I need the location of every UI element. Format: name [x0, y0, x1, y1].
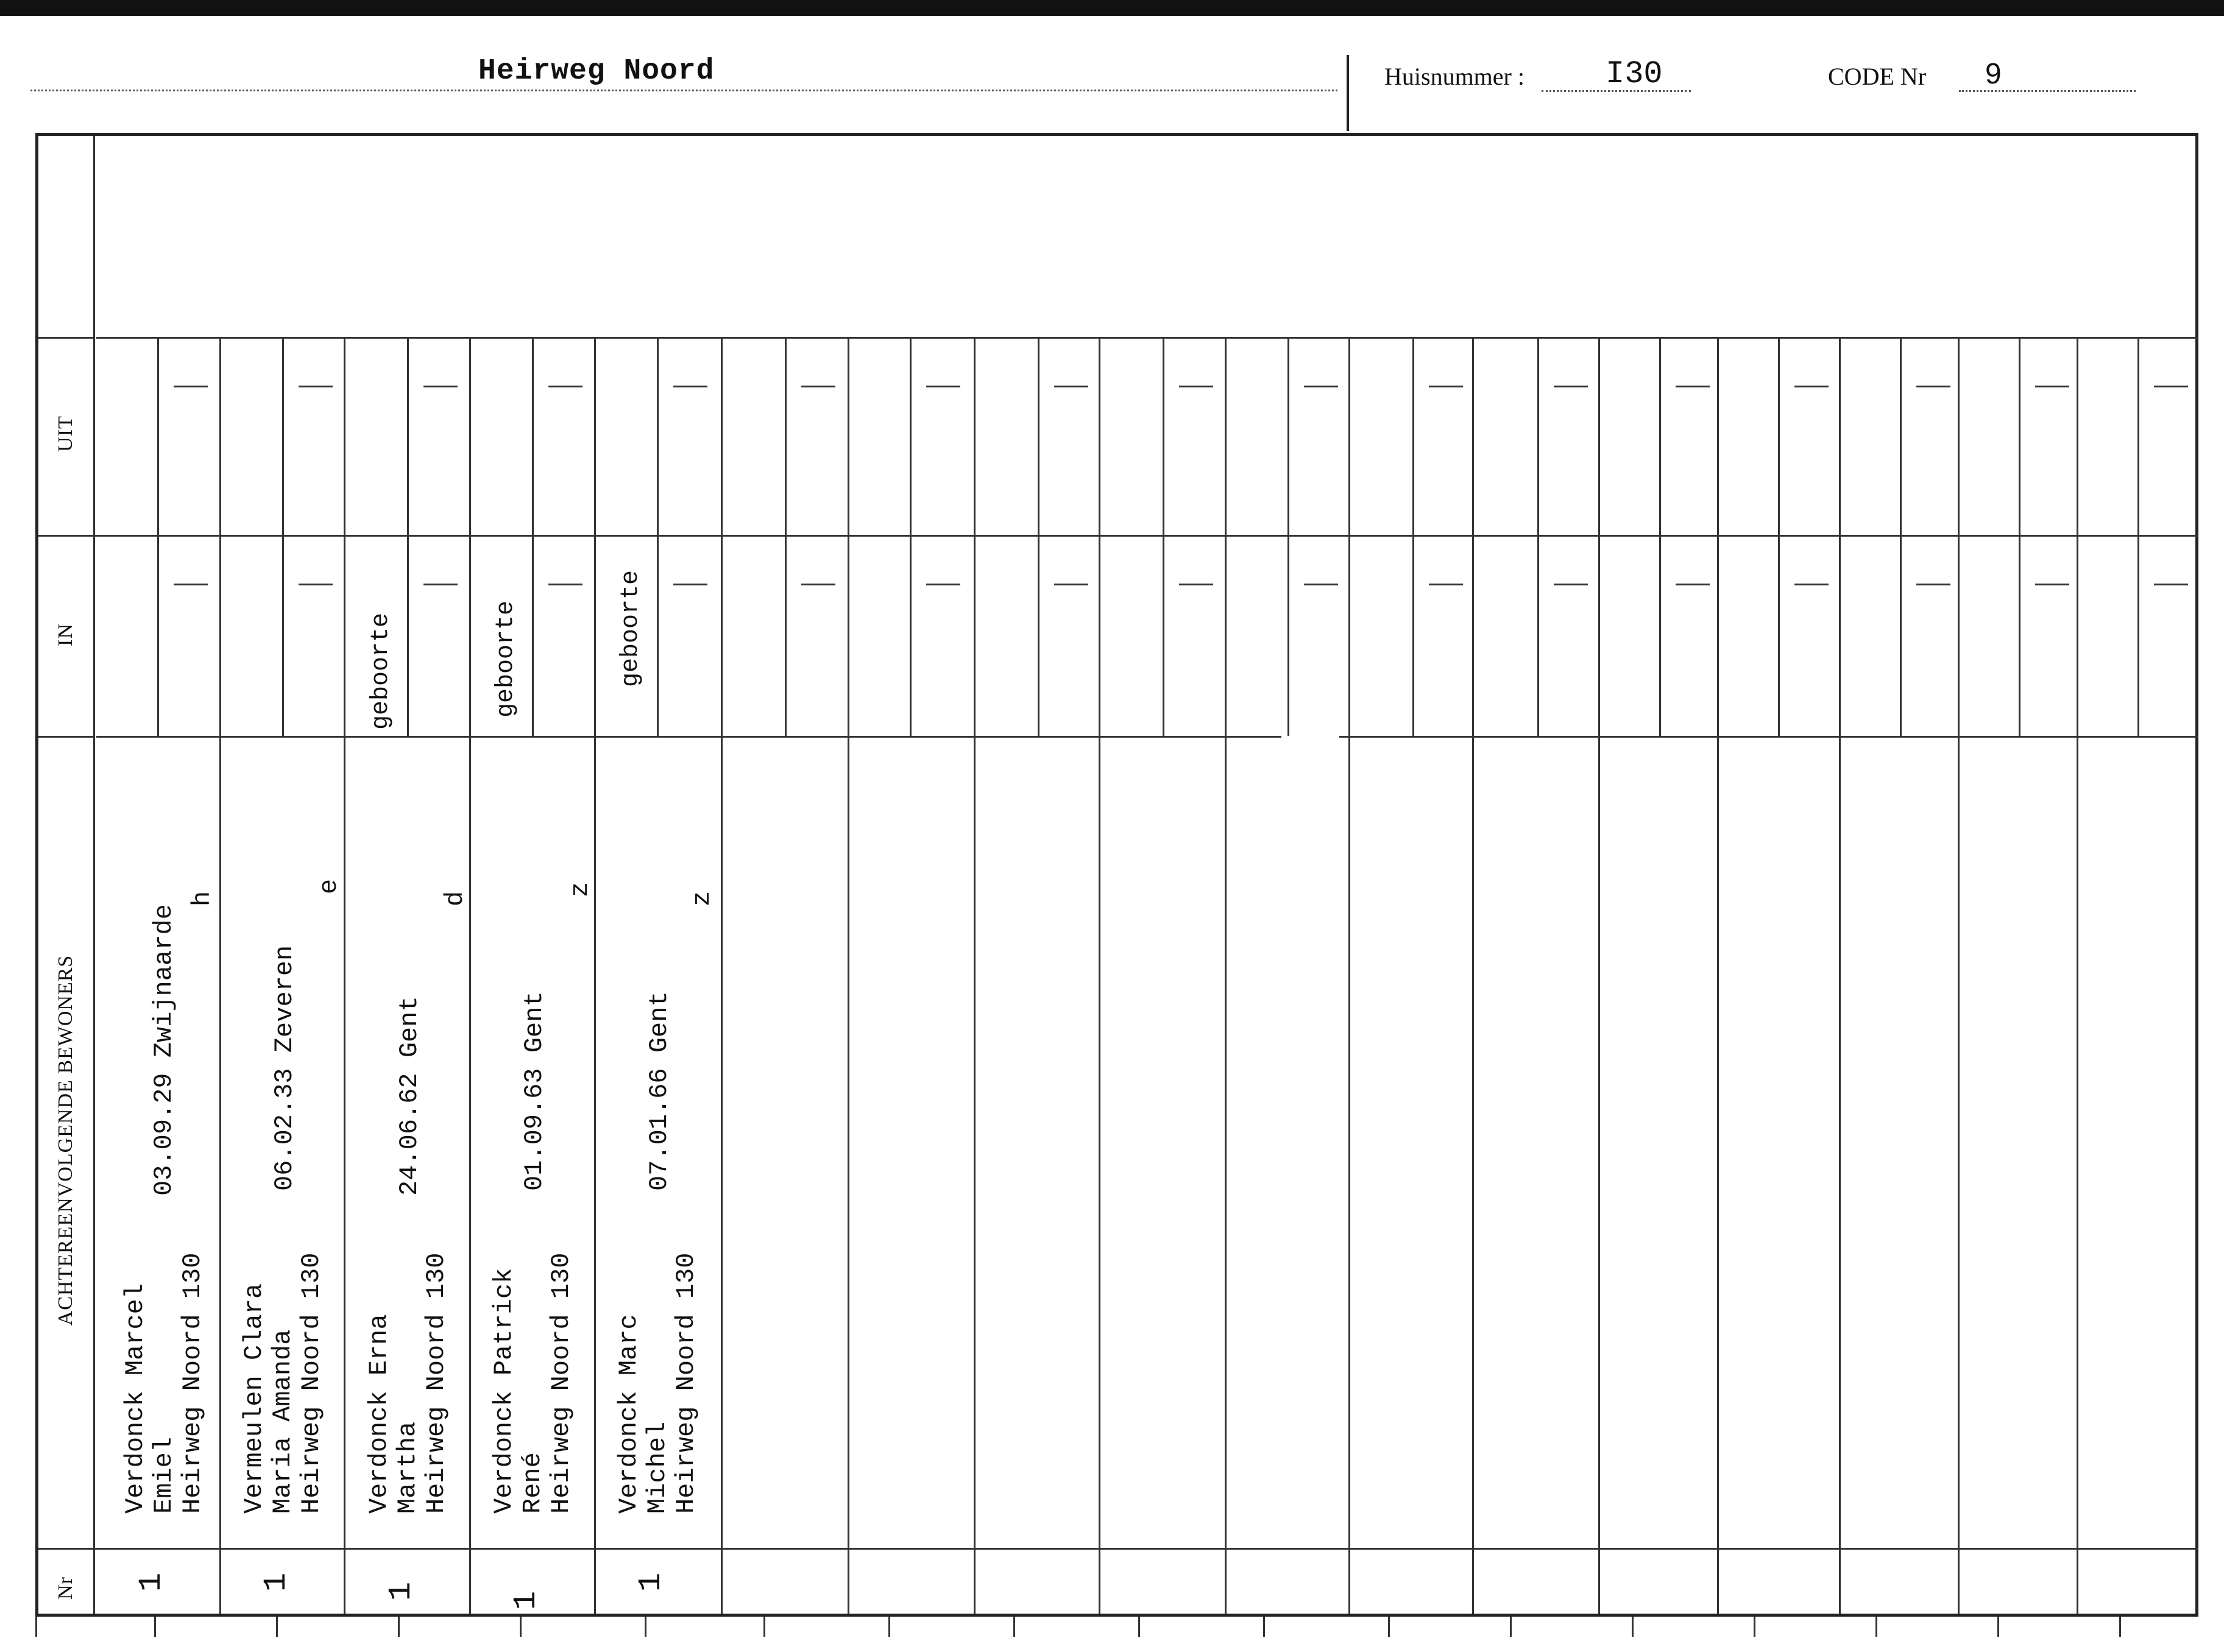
street-dotted-line	[30, 90, 1337, 91]
sub-col-line	[2019, 337, 2020, 736]
resident-5-nr: 1	[633, 1572, 670, 1592]
resident-2-surname: Vermeulen Clara	[239, 1283, 269, 1514]
in-dash	[926, 584, 960, 585]
resident-5-surname: Verdonck Marc	[614, 1314, 643, 1514]
resident-1-surname: Verdonck Marcel	[121, 1283, 150, 1514]
uit-dash	[299, 386, 333, 387]
in-dash	[1676, 584, 1710, 585]
in-dash	[299, 584, 333, 585]
street-name: Heirweg Noord	[478, 55, 715, 88]
in-entry-4: geboorte	[492, 600, 520, 718]
uit-dash	[423, 386, 458, 387]
in-dash	[1554, 584, 1588, 585]
resident-3-code: d	[441, 891, 470, 906]
col-line-5	[721, 337, 723, 1614]
label-uit-top	[38, 337, 93, 339]
row-line-uit-top	[96, 337, 2198, 339]
col-line-2	[344, 337, 345, 1614]
in-dash	[2035, 584, 2069, 585]
uit-label: UIT	[54, 415, 77, 452]
label-column-divider	[93, 136, 95, 1614]
col-line-4	[594, 337, 596, 1614]
code-label: CODE Nr	[1828, 63, 1927, 90]
resident-2-given: Maria Amanda	[268, 1329, 297, 1514]
tick	[2119, 1617, 2121, 1637]
sub-col-line	[1537, 337, 1539, 736]
sub-col-line	[2137, 337, 2139, 736]
sub-col-line	[1163, 337, 1164, 736]
resident-2-birth: 06.02.33 Zeveren	[270, 945, 299, 1191]
uit-dash	[1916, 386, 1950, 387]
col-line-7	[974, 337, 976, 1614]
in-dash	[673, 584, 707, 585]
code-value: 9	[1985, 58, 2002, 90]
resident-5-code: z	[687, 891, 717, 906]
scan-top-edge	[0, 0, 2224, 16]
uit-dash	[1054, 386, 1088, 387]
in-dash	[2154, 584, 2188, 585]
resident-3-birth: 24.06.62 Gent	[395, 996, 424, 1196]
row-line-residents-top-b	[1339, 736, 2198, 738]
resident-4-code: z	[565, 881, 595, 897]
resident-5-address: Heirweg Noord 130	[671, 1252, 701, 1514]
resident-3-nr: 1	[383, 1581, 420, 1601]
tick	[520, 1617, 522, 1637]
in-dash	[801, 584, 835, 585]
tick	[1138, 1617, 1140, 1637]
col-line-14	[1839, 337, 1841, 1614]
uit-dash	[1304, 386, 1338, 387]
bottom-tick-row	[35, 1617, 2198, 1637]
resident-4-address: Heirweg Noord 130	[547, 1252, 576, 1514]
resident-3-given: Martha	[393, 1421, 422, 1514]
sub-col-line	[1287, 337, 1289, 736]
in-entry-3: geboorte	[367, 612, 395, 730]
row-line-in-top	[38, 535, 2198, 537]
col-line-12	[1598, 337, 1600, 1614]
uit-dash	[926, 386, 960, 387]
street-field	[30, 49, 1337, 91]
tick	[276, 1617, 278, 1637]
col-line-13	[1717, 337, 1719, 1614]
tick	[1263, 1617, 1265, 1637]
resident-4-birth: 01.09.63 Gent	[520, 991, 549, 1191]
sub-col-line	[282, 337, 284, 736]
house-number-value: I30	[1606, 56, 1663, 92]
tick	[35, 1617, 37, 1637]
sub-col-line	[157, 337, 159, 736]
resident-5-given: Michel	[643, 1421, 672, 1514]
tick	[1013, 1617, 1015, 1637]
uit-dash	[1429, 386, 1463, 387]
resident-4-surname: Verdonck Patrick	[489, 1268, 519, 1514]
uit-dash	[2035, 386, 2069, 387]
uit-dash	[2154, 386, 2188, 387]
in-dash	[1304, 584, 1338, 585]
label-residents-top	[38, 736, 93, 738]
resident-1-given: Emiel	[149, 1436, 179, 1514]
resident-2-nr: 1	[258, 1572, 295, 1592]
nr-label: Nr	[54, 1576, 77, 1600]
tick	[1997, 1617, 1999, 1637]
sub-col-line	[785, 337, 787, 736]
in-dash	[423, 584, 458, 585]
resident-2-address: Heirweg Noord 130	[297, 1252, 326, 1514]
uit-dash	[1794, 386, 1829, 387]
uit-dash	[548, 386, 583, 387]
house-number-label: Huisnummer :	[1384, 63, 1525, 90]
residents-label: ACHTEREENVOLGENDE BEWONERS	[54, 955, 77, 1326]
resident-2-code: e	[314, 878, 344, 894]
in-dash	[1054, 584, 1088, 585]
resident-4-given: René	[518, 1452, 547, 1514]
col-line-15	[1958, 337, 1960, 1614]
tick	[1754, 1617, 1755, 1637]
resident-3-surname: Verdonck Erna	[364, 1314, 394, 1514]
uit-dash	[801, 386, 835, 387]
tick	[398, 1617, 400, 1637]
in-dash	[548, 584, 583, 585]
col-line-10	[1348, 337, 1350, 1614]
resident-5-birth: 07.01.66 Gent	[645, 991, 674, 1191]
in-entry-5: geboorte	[617, 570, 645, 687]
sub-col-line	[1778, 337, 1780, 736]
tick	[1632, 1617, 1634, 1637]
tick	[1388, 1617, 1390, 1637]
uit-dash	[174, 386, 208, 387]
tick	[1875, 1617, 1877, 1637]
sub-col-line	[407, 337, 409, 736]
sub-col-line	[532, 337, 534, 736]
tick	[888, 1617, 890, 1637]
col-line-3	[469, 337, 471, 1614]
row-line-residents-top-a	[96, 736, 1281, 738]
in-dash	[1794, 584, 1829, 585]
sub-col-line	[1412, 337, 1414, 736]
tick	[154, 1617, 156, 1637]
col-line-11	[1472, 337, 1474, 1614]
resident-4-nr: 1	[508, 1590, 545, 1611]
tick	[645, 1617, 646, 1637]
tick	[1510, 1617, 1512, 1637]
in-dash	[1179, 584, 1213, 585]
in-dash	[1916, 584, 1950, 585]
col-line-6	[848, 337, 849, 1614]
in-dash	[174, 584, 208, 585]
uit-dash	[673, 386, 707, 387]
sub-col-line	[657, 337, 659, 736]
col-line-1	[219, 337, 221, 1614]
sub-col-line	[1038, 337, 1039, 736]
uit-dash	[1554, 386, 1588, 387]
in-dash	[1429, 584, 1463, 585]
row-line-nr-top	[38, 1548, 2198, 1550]
sub-col-line	[1900, 337, 1902, 736]
in-label: IN	[54, 623, 77, 646]
sub-col-line	[1659, 337, 1661, 736]
resident-1-birth: 03.09.29 Zwijnaarde	[149, 904, 179, 1196]
sub-col-line	[910, 337, 912, 736]
register-form	[35, 133, 2198, 1617]
resident-1-code: h	[188, 891, 217, 906]
uit-dash	[1676, 386, 1710, 387]
tick	[763, 1617, 765, 1637]
col-line-8	[1099, 337, 1100, 1614]
resident-1-address: Heirweg Noord 130	[178, 1252, 207, 1514]
resident-3-address: Heirweg Noord 130	[422, 1252, 451, 1514]
resident-1-nr: 1	[133, 1572, 170, 1592]
col-line-16	[2077, 337, 2078, 1614]
header-divider	[1347, 55, 1349, 131]
uit-dash	[1179, 386, 1213, 387]
col-line-9	[1225, 337, 1227, 1614]
